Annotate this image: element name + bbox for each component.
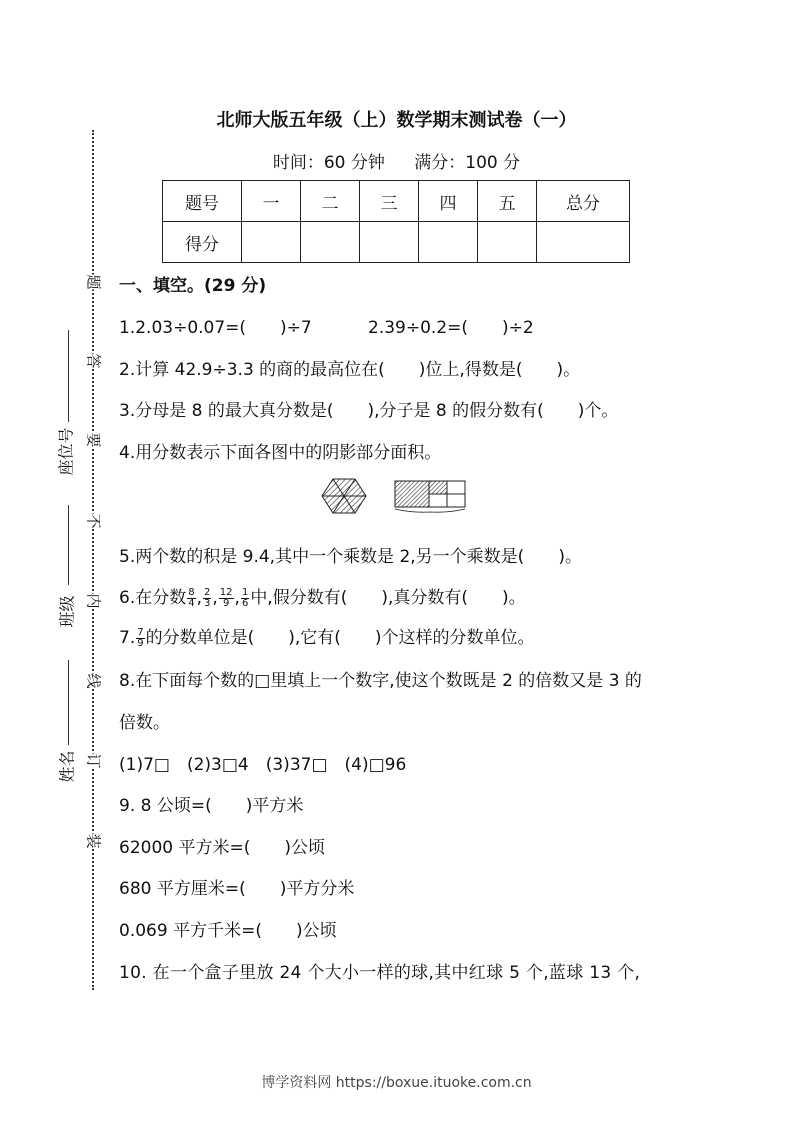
score-table-score-row [163,222,630,263]
question-3: 3.分母是 8 的最大真分数是( ),分子是 8 的假分数有( )个。 [119,401,619,421]
question-9a: 9. 8 公顷=( )平方米 [119,796,304,816]
seal-char-7: 订 [84,753,103,769]
score-input-cell[interactable] [242,222,301,263]
question-9d: 0.069 平方千米=( )公顷 [119,921,337,941]
score-table [162,180,630,263]
time-limit: 时间：60 分钟 [272,153,385,173]
squares-figure [392,478,470,518]
question-7-prefix: 7. [119,628,136,648]
question-8-cont: 倍数。 [119,713,170,733]
name-underline [68,660,69,745]
score-table-cell: 四 [419,181,478,222]
question-6: 6.在分数 $\frac{8}{4}$ , $\frac{2}{3}$ , $\frac{12}{9}$ , $\frac{1}{6}$ 中,假分数有( ),真分数有( )。 [119,586,526,609]
full-score: 满分：100 分 [414,153,521,173]
seal-char-3: 要 [84,432,103,448]
score-input-cell[interactable] [360,222,419,263]
score-table-cell: 二 [301,181,360,222]
question-9b: 62000 平方米=( )公顷 [119,838,325,858]
fraction [241,588,249,609]
class-underline [68,505,69,585]
fraction-numerator: 7 [137,626,144,638]
fraction [187,588,195,609]
question-4: 4.用分数表示下面各图中的阴影部分面积。 [119,443,442,463]
score-table-header-row [163,181,630,222]
question-7 [119,627,535,649]
exam-info [0,148,793,173]
binding-dotted-line [92,130,94,990]
seat-underline [68,330,69,422]
name-label: 姓名 [57,750,77,783]
seat-label: 座位号 [56,427,76,476]
fraction [136,628,144,649]
seal-char-2: 答 [84,353,103,369]
score-table-cell: 五 [478,181,537,222]
score-input-cell[interactable] [478,222,537,263]
score-input-cell[interactable] [301,222,360,263]
score-row-label: 得分 [163,222,242,263]
question-6-prefix: 6.在分数 [119,588,187,608]
seal-char-8: 装 [84,833,103,849]
score-table-cell: 三 [360,181,419,222]
section-heading: 一、填空。(29 分) [119,276,267,296]
question-2: 2.计算 42.9÷3.3 的商的最高位在( )位上,得数是( )。 [119,360,581,380]
fraction [203,588,211,609]
seal-char-4: 不 [84,513,103,529]
question-8-options: (1)7□ (2)3□4 (3)37□ (4)□96 [119,755,407,775]
footer-source: 博学资料网 https://boxue.ituoke.com.cn [261,1075,532,1091]
hexagon-figure [320,476,368,516]
fraction-numerator: 12 [219,586,233,598]
fraction-numerator: 2 [204,586,211,598]
score-table-cell: 题号 [163,181,242,222]
fraction-denominator: 9 [222,597,230,609]
question-1b: 2.39÷0.2=( )÷2 [368,318,534,338]
question-1a: 1.2.03÷0.07=( )÷7 [119,318,312,338]
fraction-denominator: 4 [188,597,195,609]
fraction-numerator: 1 [241,586,249,598]
fraction-denominator: 6 [241,597,249,609]
question-9c: 680 平方厘米=( )平方分米 [119,879,355,899]
fraction-denominator: 9 [137,637,144,649]
question-6-suffix: 中,假分数有( ),真分数有( )。 [250,588,526,608]
question-7-suffix: 的分数单位是( ),它有( )个这样的分数单位。 [145,628,535,648]
question-5: 5.两个数的积是 9.4,其中一个乘数是 2,另一个乘数是( )。 [119,547,582,567]
score-table-cell: 一 [242,181,301,222]
score-input-cell[interactable] [537,222,630,263]
seal-char-5: 内 [84,593,103,609]
fraction-denominator: 3 [204,597,211,609]
seal-char-1: 题 [84,274,103,290]
score-input-cell[interactable] [419,222,478,263]
score-table-cell: 总分 [537,181,630,222]
fraction [219,588,234,609]
class-label: 班级 [57,595,77,628]
page-title: 北师大版五年级（上）数学期末测试卷（一） [216,110,577,131]
question-8: 8.在下面每个数的□里填上一个数字,使这个数既是 2 的倍数又是 3 的 [119,671,642,691]
seal-char-6: 线 [84,673,103,689]
fraction-numerator: 8 [188,586,195,598]
question-10: 10. 在一个盒子里放 24 个大小一样的球,其中红球 5 个,蓝球 13 个, [119,963,641,983]
